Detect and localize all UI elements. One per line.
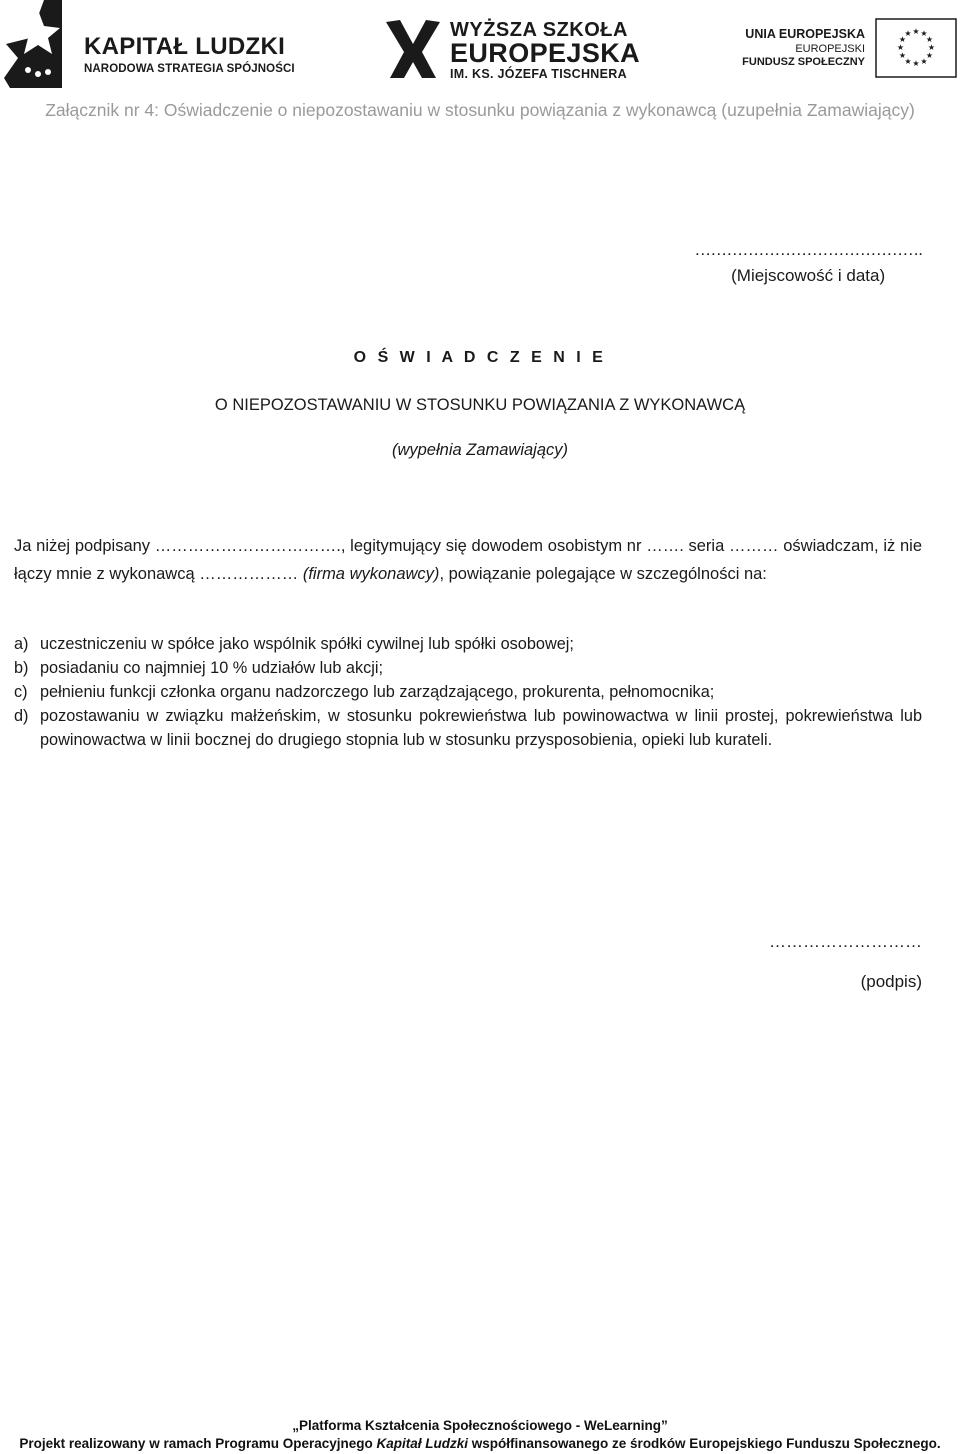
list-item-text: posiadaniu co najmniej 10 % udziałów lub akcji; (40, 659, 384, 677)
intro-text-part1: Ja niżej podpisany ……………………………., legitymujący się dowodem osobistym nr ……. seria ……… oświadczam, iż nie łączy mnie z wykonawcą ……………… (14, 537, 922, 583)
list-item (14, 656, 922, 680)
kl-logo-subtitle: NARODOWA STRATEGIA SPÓJNOŚCI (84, 63, 295, 75)
eu-logo (742, 18, 957, 80)
svg-text:★: ★ (927, 43, 936, 52)
svg-text:★: ★ (904, 57, 912, 66)
list-item-text: pełnieniu funkcji członka organu nadzorczego lub zarządzającego, prokurenta, pełnomocnika; (40, 683, 715, 701)
wse-logo (384, 18, 641, 82)
svg-text:★: ★ (898, 51, 907, 60)
footer-funding-text-a: Projekt realizowany w ramach Programu Operacyjnego (19, 1436, 377, 1451)
footer-funding-italic: Kapitał Ludzki (376, 1436, 469, 1451)
list-item (14, 632, 922, 656)
list-item (14, 704, 922, 752)
svg-text:★: ★ (920, 29, 928, 38)
list-marker: c) (14, 683, 28, 701)
svg-text:★: ★ (904, 29, 912, 38)
wse-mark-icon (384, 18, 442, 80)
footer-project-name: „Platforma Kształcenia Społecznościowego - WeLearning” (292, 1418, 668, 1433)
wse-logo-line3: IM. KS. JÓZEFA TISCHNERA (450, 67, 627, 81)
eu-flag-icon (875, 18, 957, 78)
statement-subheading: O NIEPOZOSTAWANIU W STOSUNKU POWIĄZANIA Z WYKONAWCĄ (214, 396, 746, 414)
svg-text:★: ★ (925, 51, 934, 60)
signature-label: (podpis) (860, 972, 922, 991)
signature-line: ……………………… (769, 932, 922, 951)
list-marker: d) (14, 707, 29, 725)
eu-logo-line3: FUNDUSZ SPOŁECZNY (742, 56, 865, 68)
statement-heading: O Ś W I A D C Z E N I E (353, 349, 607, 366)
svg-text:★: ★ (912, 59, 920, 68)
eu-logo-line1: UNIA EUROPEJSKA (745, 27, 865, 41)
wse-logo-line2: EUROPEJSKA (450, 38, 641, 68)
list-marker: a) (14, 635, 29, 653)
svg-text:★: ★ (920, 57, 928, 66)
list-item (14, 680, 922, 704)
list-marker: b) (14, 659, 29, 677)
svg-text:★: ★ (896, 43, 905, 52)
kl-logo-title: KAPITAŁ LUDZKI (84, 33, 286, 60)
footer-funding-note (0, 1436, 960, 1451)
svg-text:★: ★ (912, 27, 920, 36)
footer-funding-text-b: współfinansowanego ze środków Europejskiego Funduszu Społecznego. (468, 1436, 941, 1451)
kapital-ludzki-logo (4, 0, 295, 88)
list-item-text: uczestniczeniu w spółce jako wspólnik spółki cywilnej lub spółki osobowej; (40, 635, 574, 653)
annex-title: Załącznik nr 4: Oświadczenie o niepozostawaniu w stosunku powiązania z wykonawcą (uzupełnia Zamawiający) (45, 100, 915, 120)
place-date-line: ……………………………………. (694, 240, 922, 259)
relationship-list (14, 632, 922, 752)
svg-text:★: ★ (925, 35, 934, 44)
wse-logo-line1: WYŻSZA SZKOŁA (450, 19, 628, 41)
star-figure-icon (4, 0, 74, 88)
intro-paragraph (14, 532, 922, 588)
place-date-block (694, 240, 922, 286)
eu-logo-line2: EUROPEJSKI (795, 43, 865, 55)
svg-text:★: ★ (898, 35, 907, 44)
statement-filled-by: (wypełnia Zamawiający) (391, 441, 569, 459)
intro-text-italic: (firma wykonawcy) (302, 565, 440, 583)
list-item-text: pozostawaniu w związku małżeńskim, w stosunku pokrewieństwa lub powinowactwa w linii prostej, pokrewieństwa lub powinowactwa w linii bocznej do drugiego stopnia lub w stosunku przysposobienia, opieki lub kurateli. (40, 707, 922, 749)
signature-block (769, 932, 922, 992)
intro-text-part2: , powiązanie polegające w szczególności na: (439, 565, 767, 583)
place-date-label: (Miejscowość i data) (731, 266, 886, 285)
